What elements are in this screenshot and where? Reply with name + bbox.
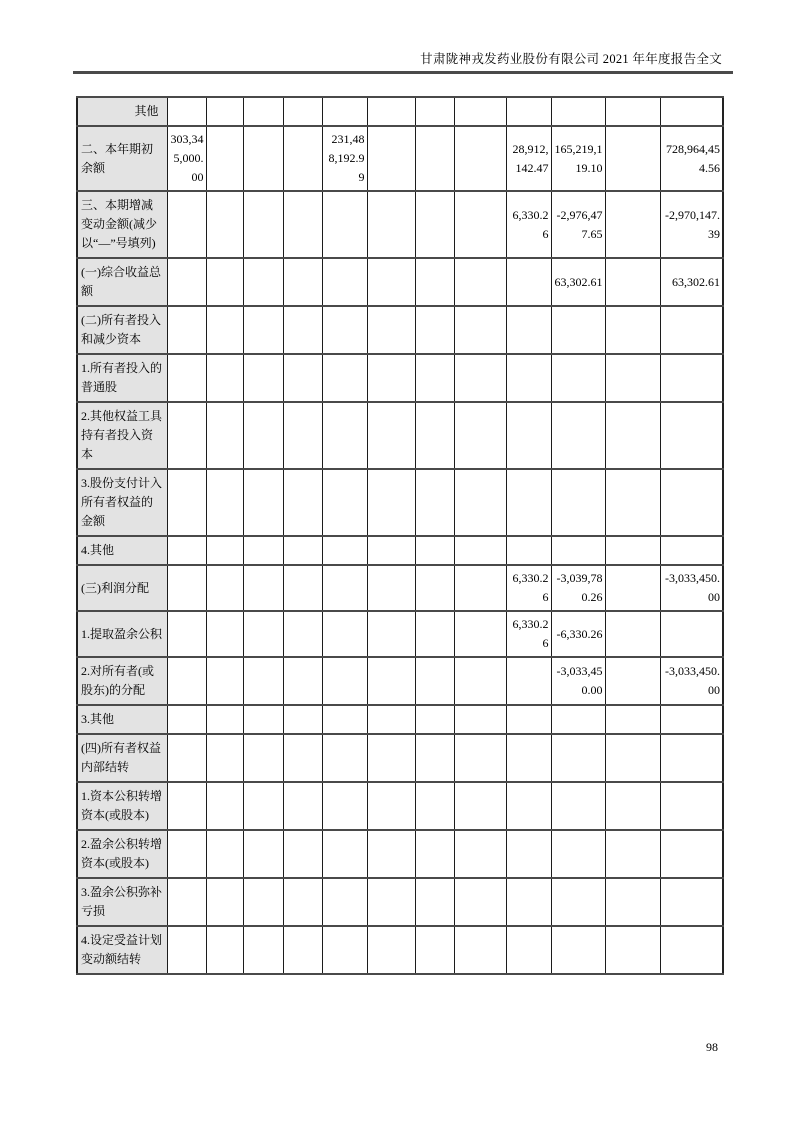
data-cell: [660, 306, 723, 354]
data-cell: [167, 536, 206, 565]
data-cell: [283, 402, 322, 469]
data-cell: [283, 657, 322, 705]
data-cell: [506, 657, 551, 705]
table-row: [77, 306, 723, 354]
data-cell: [605, 536, 660, 565]
data-cell: [206, 611, 243, 657]
data-cell: [167, 306, 206, 354]
row-label: 3.股份支付计入所有者权益的金额: [77, 469, 167, 536]
data-cell: [506, 705, 551, 734]
data-cell: [454, 830, 506, 878]
data-cell: [322, 734, 367, 782]
data-cell: [660, 878, 723, 926]
data-cell: [243, 469, 283, 536]
data-cell: [206, 126, 243, 191]
data-cell: [243, 191, 283, 258]
data-cell: [660, 402, 723, 469]
data-cell: [454, 734, 506, 782]
data-cell: [551, 830, 605, 878]
data-cell: [605, 354, 660, 402]
data-cell: [454, 611, 506, 657]
data-cell: [415, 705, 454, 734]
data-cell: [605, 878, 660, 926]
data-cell: -3,033,450.00: [551, 657, 605, 705]
data-cell: [283, 734, 322, 782]
data-cell: -3,033,450.00: [660, 657, 723, 705]
data-cell: [243, 878, 283, 926]
data-cell: [454, 926, 506, 974]
data-cell: [206, 191, 243, 258]
data-cell: 6,330.26: [506, 611, 551, 657]
data-cell: [322, 926, 367, 974]
row-label: 3.其他: [77, 705, 167, 734]
data-cell: [206, 878, 243, 926]
table-row: [77, 258, 723, 306]
data-cell: [551, 734, 605, 782]
data-cell: [367, 258, 415, 306]
row-label: (二)所有者投入和减少资本: [77, 306, 167, 354]
data-cell: [243, 830, 283, 878]
data-cell: [206, 536, 243, 565]
data-cell: [283, 705, 322, 734]
table-row: [77, 926, 723, 974]
data-cell: [506, 782, 551, 830]
data-cell: [660, 782, 723, 830]
data-cell: [551, 705, 605, 734]
data-cell: [206, 830, 243, 878]
data-cell: [415, 926, 454, 974]
data-cell: [322, 258, 367, 306]
data-cell: [605, 705, 660, 734]
data-cell: [506, 830, 551, 878]
data-cell: [415, 97, 454, 126]
data-cell: [454, 306, 506, 354]
row-label: 2.其他权益工具持有者投入资本: [77, 402, 167, 469]
data-cell: [283, 611, 322, 657]
data-cell: [660, 830, 723, 878]
data-cell: [322, 469, 367, 536]
table-row: [77, 878, 723, 926]
data-cell: [206, 306, 243, 354]
row-label: 3.盈余公积弥补亏损: [77, 878, 167, 926]
data-cell: [322, 565, 367, 611]
data-cell: [243, 402, 283, 469]
data-cell: [322, 657, 367, 705]
data-cell: [322, 402, 367, 469]
data-cell: [206, 402, 243, 469]
data-cell: [167, 258, 206, 306]
data-cell: [506, 306, 551, 354]
data-cell: [243, 536, 283, 565]
data-cell: [283, 354, 322, 402]
data-cell: [322, 705, 367, 734]
data-cell: [167, 734, 206, 782]
data-cell: [283, 191, 322, 258]
data-cell: [367, 705, 415, 734]
data-cell: [243, 926, 283, 974]
data-cell: [415, 126, 454, 191]
data-cell: [605, 258, 660, 306]
data-cell: [243, 126, 283, 191]
data-cell: [167, 878, 206, 926]
data-cell: [283, 126, 322, 191]
data-cell: [660, 354, 723, 402]
data-cell: [551, 926, 605, 974]
data-cell: -6,330.26: [551, 611, 605, 657]
data-cell: [551, 97, 605, 126]
page-number: 98: [706, 1040, 718, 1054]
data-cell: 63,302.61: [660, 258, 723, 306]
data-cell: [283, 97, 322, 126]
data-cell: -2,970,147.39: [660, 191, 723, 258]
data-cell: [367, 97, 415, 126]
data-cell: [605, 191, 660, 258]
row-label: 1.资本公积转增资本(或股本): [77, 782, 167, 830]
data-cell: [243, 782, 283, 830]
data-cell: [506, 97, 551, 126]
data-cell: [551, 354, 605, 402]
data-cell: [167, 354, 206, 402]
table-row: [77, 657, 723, 705]
data-cell: [660, 734, 723, 782]
data-cell: [206, 705, 243, 734]
data-cell: [206, 734, 243, 782]
data-cell: 165,219,119.10: [551, 126, 605, 191]
data-cell: [605, 830, 660, 878]
data-cell: [167, 926, 206, 974]
data-cell: 63,302.61: [551, 258, 605, 306]
data-cell: -2,976,477.65: [551, 191, 605, 258]
table-row: [77, 126, 723, 191]
data-cell: [506, 354, 551, 402]
data-cell: [454, 191, 506, 258]
data-cell: [206, 469, 243, 536]
data-cell: [367, 469, 415, 536]
data-cell: [206, 657, 243, 705]
data-cell: [551, 469, 605, 536]
data-cell: [283, 878, 322, 926]
row-label: 其他: [77, 97, 167, 126]
data-cell: [605, 657, 660, 705]
data-cell: [283, 926, 322, 974]
table-row: [77, 191, 723, 258]
data-cell: -3,039,780.26: [551, 565, 605, 611]
data-cell: [167, 191, 206, 258]
data-cell: [415, 536, 454, 565]
header-divider: [73, 71, 733, 74]
data-cell: [454, 657, 506, 705]
data-cell: [605, 565, 660, 611]
table-row: [77, 469, 723, 536]
data-cell: [167, 782, 206, 830]
data-cell: [243, 306, 283, 354]
data-cell: [415, 830, 454, 878]
data-cell: [167, 565, 206, 611]
data-cell: [322, 306, 367, 354]
data-cell: [167, 705, 206, 734]
data-cell: [367, 565, 415, 611]
data-cell: [551, 306, 605, 354]
table-row: [77, 97, 723, 126]
table-row: [77, 354, 723, 402]
data-cell: [660, 705, 723, 734]
row-label: 2.对所有者(或股东)的分配: [77, 657, 167, 705]
data-cell: [283, 565, 322, 611]
data-cell: [367, 830, 415, 878]
data-cell: [243, 354, 283, 402]
data-cell: [506, 926, 551, 974]
data-cell: [367, 126, 415, 191]
row-label: (三)利润分配: [77, 565, 167, 611]
data-cell: [605, 926, 660, 974]
data-cell: [415, 402, 454, 469]
data-cell: [454, 126, 506, 191]
data-cell: [506, 258, 551, 306]
data-cell: [367, 782, 415, 830]
table-row: [77, 611, 723, 657]
row-label: 4.设定受益计划变动额结转: [77, 926, 167, 974]
data-cell: [551, 878, 605, 926]
data-cell: [206, 97, 243, 126]
data-cell: [283, 469, 322, 536]
row-label: 三、本期增减变动金额(减少以“—”号填列): [77, 191, 167, 258]
row-label: 1.所有者投入的普通股: [77, 354, 167, 402]
table-row: [77, 565, 723, 611]
data-cell: [367, 611, 415, 657]
data-cell: [415, 657, 454, 705]
data-cell: [367, 878, 415, 926]
data-cell: [454, 402, 506, 469]
data-cell: 28,912,142.47: [506, 126, 551, 191]
data-cell: [506, 536, 551, 565]
equity-change-table: [76, 96, 724, 975]
data-cell: 728,964,454.56: [660, 126, 723, 191]
equity-table-body: [77, 97, 723, 974]
data-cell: -3,033,450.00: [660, 565, 723, 611]
data-cell: [367, 354, 415, 402]
data-cell: [605, 126, 660, 191]
data-cell: [415, 734, 454, 782]
data-cell: [322, 97, 367, 126]
data-cell: [605, 97, 660, 126]
data-cell: [605, 402, 660, 469]
data-cell: [367, 536, 415, 565]
data-cell: [506, 734, 551, 782]
row-label: 二、本年期初余额: [77, 126, 167, 191]
data-cell: [283, 782, 322, 830]
table-row: [77, 830, 723, 878]
data-cell: [206, 258, 243, 306]
data-cell: [415, 191, 454, 258]
data-cell: [660, 536, 723, 565]
data-cell: [660, 611, 723, 657]
data-cell: [415, 354, 454, 402]
data-cell: [551, 402, 605, 469]
data-cell: [506, 402, 551, 469]
data-cell: [605, 782, 660, 830]
data-cell: [551, 782, 605, 830]
data-cell: [206, 782, 243, 830]
data-cell: [322, 782, 367, 830]
data-cell: [206, 354, 243, 402]
data-cell: [322, 830, 367, 878]
data-cell: [506, 878, 551, 926]
data-cell: [454, 878, 506, 926]
table-row: [77, 705, 723, 734]
report-header-title: 甘肃陇神戎发药业股份有限公司 2021 年年度报告全文: [420, 52, 722, 66]
data-cell: [367, 657, 415, 705]
data-cell: [605, 306, 660, 354]
data-cell: [367, 402, 415, 469]
data-cell: [243, 97, 283, 126]
table-row: [77, 734, 723, 782]
data-cell: [167, 97, 206, 126]
data-cell: [206, 565, 243, 611]
data-cell: [367, 734, 415, 782]
data-cell: [167, 469, 206, 536]
data-cell: 6,330.26: [506, 565, 551, 611]
table-row: [77, 782, 723, 830]
data-cell: [454, 536, 506, 565]
data-cell: [167, 830, 206, 878]
data-cell: [551, 536, 605, 565]
data-cell: [605, 469, 660, 536]
row-label: 1.提取盈余公积: [77, 611, 167, 657]
data-cell: [605, 611, 660, 657]
data-cell: [454, 565, 506, 611]
row-label: (一)综合收益总额: [77, 258, 167, 306]
data-cell: [243, 734, 283, 782]
data-cell: [367, 306, 415, 354]
data-cell: [454, 705, 506, 734]
data-cell: [283, 830, 322, 878]
data-cell: [322, 536, 367, 565]
data-cell: [367, 926, 415, 974]
data-cell: [322, 191, 367, 258]
row-label: 4.其他: [77, 536, 167, 565]
data-cell: 303,345,000.00: [167, 126, 206, 191]
table-row: [77, 402, 723, 469]
data-cell: [415, 469, 454, 536]
data-cell: [367, 191, 415, 258]
data-cell: [243, 705, 283, 734]
data-cell: [454, 782, 506, 830]
data-cell: [660, 469, 723, 536]
data-cell: [415, 306, 454, 354]
data-cell: [506, 469, 551, 536]
data-cell: [283, 258, 322, 306]
data-cell: [283, 306, 322, 354]
row-label: (四)所有者权益内部结转: [77, 734, 167, 782]
data-cell: [322, 611, 367, 657]
row-label: 2.盈余公积转增资本(或股本): [77, 830, 167, 878]
table-row: [77, 536, 723, 565]
data-cell: [167, 657, 206, 705]
data-cell: [454, 258, 506, 306]
data-cell: [167, 402, 206, 469]
data-cell: [243, 258, 283, 306]
data-cell: [206, 926, 243, 974]
data-cell: [243, 611, 283, 657]
data-cell: [415, 611, 454, 657]
data-cell: [660, 97, 723, 126]
data-cell: [415, 258, 454, 306]
data-cell: [243, 657, 283, 705]
data-cell: [243, 565, 283, 611]
data-cell: [454, 97, 506, 126]
data-cell: [454, 469, 506, 536]
data-cell: [322, 878, 367, 926]
data-cell: 6,330.26: [506, 191, 551, 258]
data-cell: [454, 354, 506, 402]
data-cell: [322, 354, 367, 402]
data-cell: 231,488,192.99: [322, 126, 367, 191]
data-cell: [660, 926, 723, 974]
data-cell: [415, 565, 454, 611]
data-cell: [415, 878, 454, 926]
data-cell: [415, 782, 454, 830]
data-cell: [283, 536, 322, 565]
data-cell: [167, 611, 206, 657]
data-cell: [605, 734, 660, 782]
